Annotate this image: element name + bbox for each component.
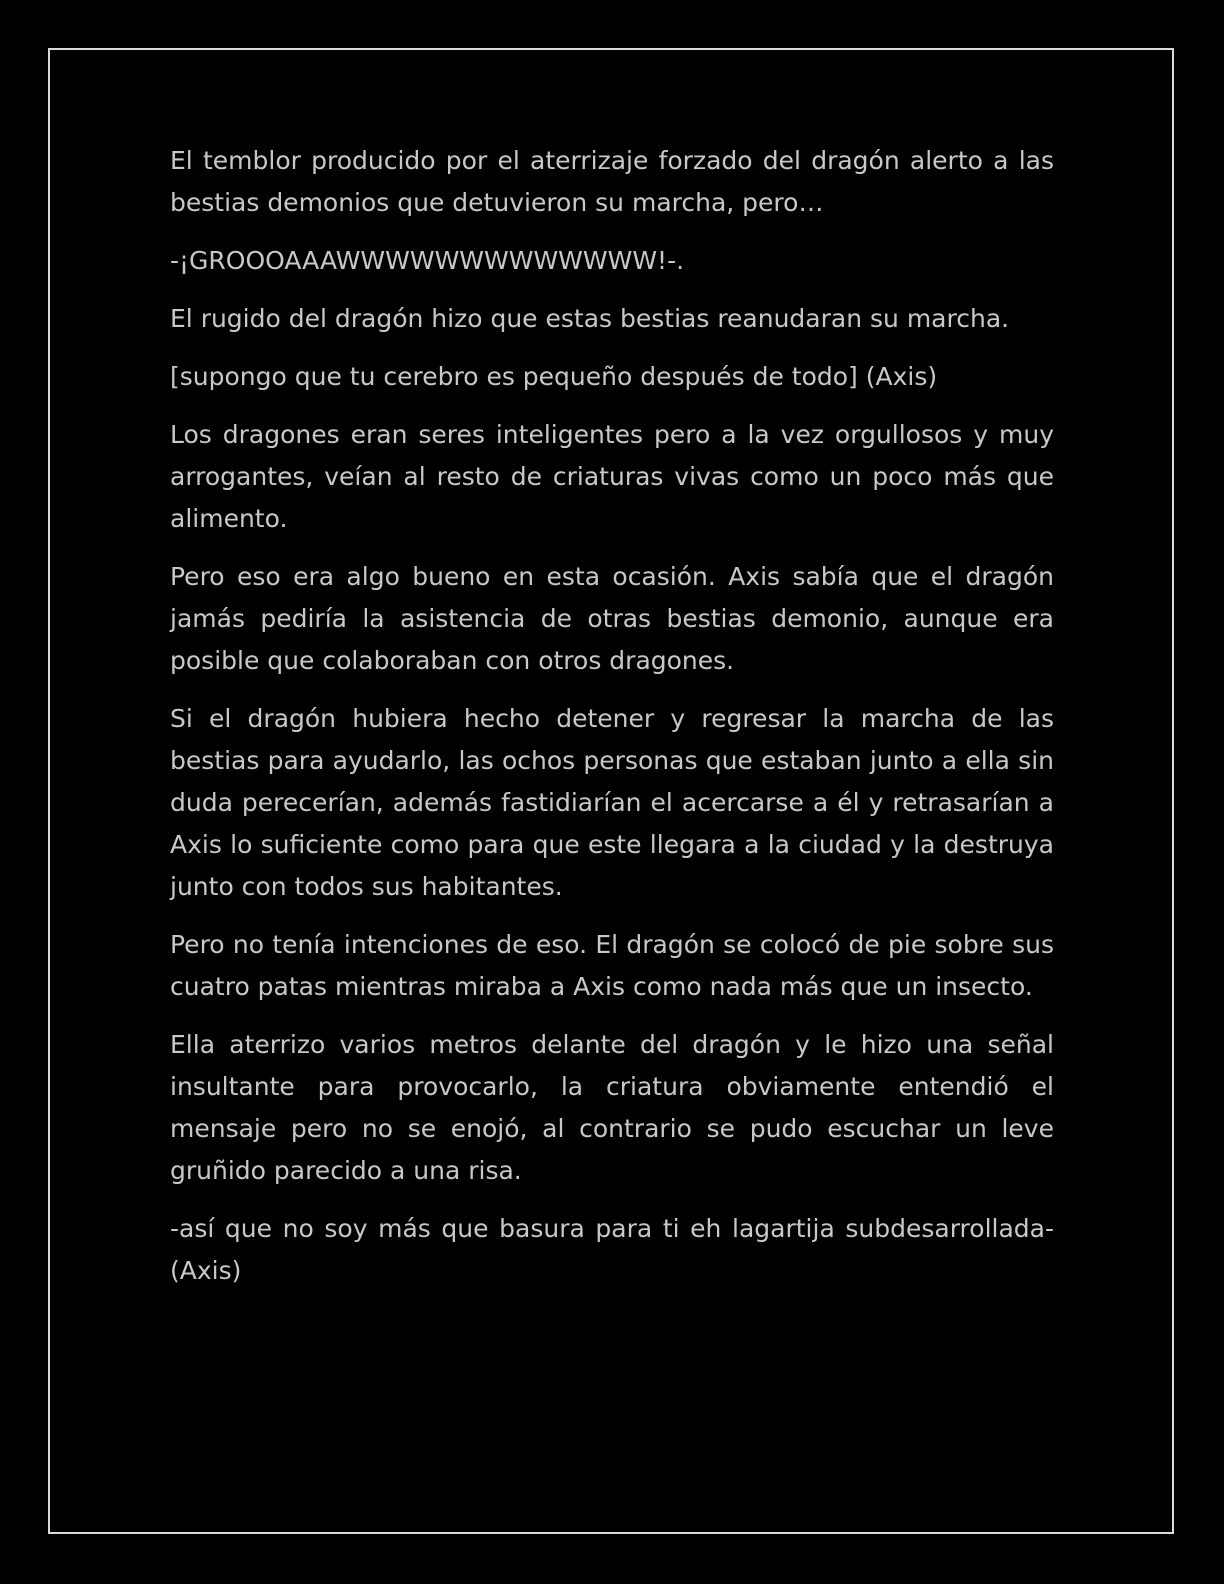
paragraph-3: El rugido del dragón hizo que estas bestias reanudaran su marcha. xyxy=(170,304,1010,333)
paragraph-7: Si el dragón hubiera hecho detener y regresar la marcha de las bestias para ayudarlo, las ochos personas que estaban junto a ella sin duda perecerían, además fastidiarían el acercarse a él y retrasarían a Axis lo suficiente como para que este llegara a la ciudad y la destruya junto con todos sus habitantes. xyxy=(170,704,1054,901)
paragraph-10: -así que no soy más que basura para ti eh lagartija subdesarrollada- (Axis) xyxy=(170,1214,1054,1285)
paragraph-2: -¡GROOOAAAWWWWWWWWWWWWW!-. xyxy=(170,246,685,275)
paragraph-9: Ella aterrizo varios metros delante del dragón y le hizo una señal insultante para provocarlo, la criatura obviamente entendió el mensaje pero no se enojó, al contrario se pudo escuchar un leve gruñido parecido a una risa. xyxy=(170,1030,1054,1185)
paragraph-4: [supongo que tu cerebro es pequeño después de todo] (Axis) xyxy=(170,362,938,391)
paragraph-6: Pero eso era algo bueno en esta ocasión. Axis sabía que el dragón jamás pediría la asistencia de otras bestias demonio, aunque era posible que colaboraban con otros dragones. xyxy=(170,562,1054,675)
paragraph-5: Los dragones eran seres inteligentes pero a la vez orgullosos y muy arrogantes, veían al resto de criaturas vivas como un poco más que alimento. xyxy=(170,420,1054,533)
text-body xyxy=(170,140,1054,1308)
paragraph-8: Pero no tenía intenciones de eso. El dragón se colocó de pie sobre sus cuatro patas mientras miraba a Axis como nada más que un insecto. xyxy=(170,930,1054,1001)
paragraph-1: El temblor producido por el aterrizaje forzado del dragón alerto a las bestias demonios que detuvieron su marcha, pero… xyxy=(170,146,1054,217)
